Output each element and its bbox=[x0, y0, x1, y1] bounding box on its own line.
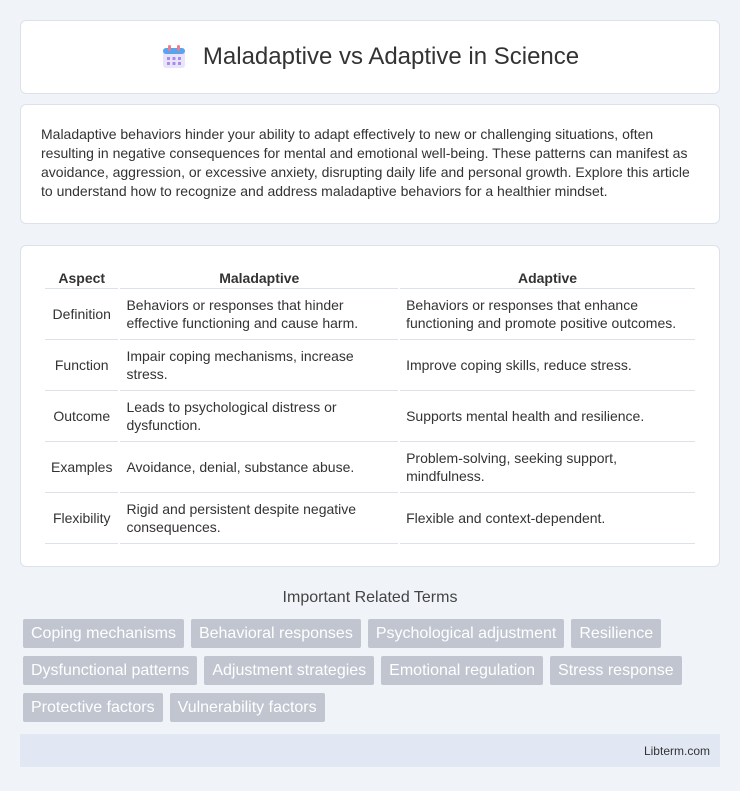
cell-aspect: Outcome bbox=[45, 391, 118, 442]
cell-adaptive: Improve coping skills, reduce stress. bbox=[400, 340, 695, 391]
cell-maladaptive: Rigid and persistent despite negative consequences. bbox=[120, 493, 398, 544]
cell-adaptive: Behaviors or responses that enhance functioning and promote positive outcomes. bbox=[400, 289, 695, 340]
cell-maladaptive: Behaviors or responses that hinder effective functioning and cause harm. bbox=[120, 289, 398, 340]
cell-adaptive: Problem-solving, seeking support, mindfulness. bbox=[400, 442, 695, 493]
table-row bbox=[45, 289, 695, 340]
footer-brand-link[interactable]: Libterm.com bbox=[643, 743, 710, 758]
table-row bbox=[45, 493, 695, 544]
cell-maladaptive: Leads to psychological distress or dysfunction. bbox=[120, 391, 398, 442]
page-header bbox=[20, 20, 720, 94]
comparison-table-card bbox=[20, 245, 720, 567]
intro-section bbox=[20, 104, 720, 224]
header-aspect: Aspect bbox=[45, 266, 118, 289]
cell-adaptive: Flexible and context-dependent. bbox=[400, 493, 695, 544]
table-row bbox=[45, 391, 695, 442]
related-term-tag[interactable]: Resilience bbox=[571, 619, 661, 648]
header-maladaptive: Maladaptive bbox=[120, 266, 398, 289]
related-term-tag[interactable]: Vulnerability factors bbox=[170, 693, 325, 722]
cell-aspect: Flexibility bbox=[45, 493, 118, 544]
table-row bbox=[45, 340, 695, 391]
cell-aspect: Examples bbox=[45, 442, 118, 493]
related-term-tag[interactable]: Coping mechanisms bbox=[23, 619, 184, 648]
calendar-icon bbox=[161, 44, 187, 70]
table-header-row bbox=[45, 266, 695, 289]
related-terms-title: Important Related Terms bbox=[282, 589, 458, 606]
related-term-tag[interactable]: Psychological adjustment bbox=[368, 619, 565, 648]
cell-aspect: Function bbox=[45, 340, 118, 391]
cell-adaptive: Supports mental health and resilience. bbox=[400, 391, 695, 442]
related-term-tag[interactable]: Behavioral responses bbox=[191, 619, 361, 648]
related-term-tag[interactable]: Stress response bbox=[550, 656, 682, 685]
cell-maladaptive: Impair coping mechanisms, increase stress. bbox=[120, 340, 398, 391]
page-title: Maladaptive vs Adaptive in Science bbox=[202, 43, 580, 70]
comparison-table bbox=[43, 266, 697, 544]
related-term-tag[interactable]: Emotional regulation bbox=[381, 656, 543, 685]
related-term-tag[interactable]: Adjustment strategies bbox=[204, 656, 374, 685]
related-term-tag[interactable]: Protective factors bbox=[23, 693, 163, 722]
page-footer bbox=[20, 734, 720, 767]
cell-maladaptive: Avoidance, denial, substance abuse. bbox=[120, 442, 398, 493]
header-adaptive: Adaptive bbox=[400, 266, 695, 289]
related-terms-list bbox=[20, 619, 720, 722]
cell-aspect: Definition bbox=[45, 289, 118, 340]
related-term-tag[interactable]: Dysfunctional patterns bbox=[23, 656, 197, 685]
intro-text: Maladaptive behaviors hinder your ability to adapt effectively to new or challenging situations, often resulting in negative consequences for mental and emotional well-being. These patterns can manifest as avoidance, aggression, or excessive anxiety, disrupting daily life and personal growth. Explore this article to understand how to recognize and address maladaptive behaviors for a healthier mindset. bbox=[41, 126, 690, 199]
table-row bbox=[45, 442, 695, 493]
